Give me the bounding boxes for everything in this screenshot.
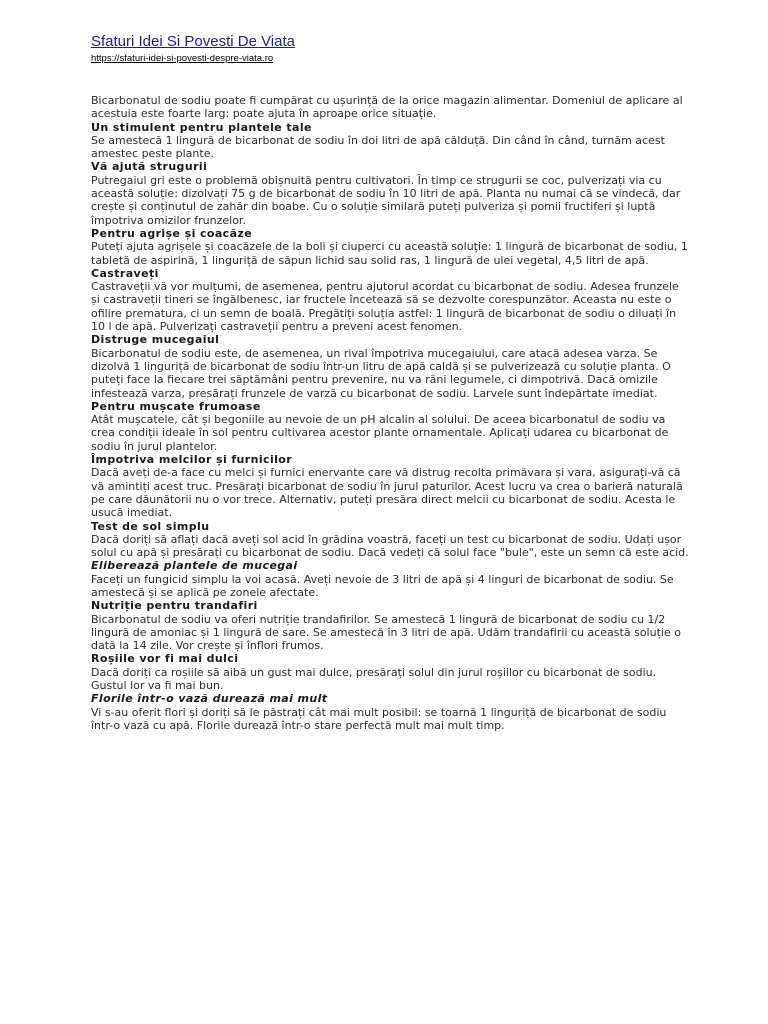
section-body: Faceți un fungicid simplu la voi acasă. Aveți nevoie de 3 litri de apă și 4 linguri de bicarbonat de sodiu. Se amestecă și se aplică pe zonele afectate. (91, 572, 674, 599)
section-body: Atât mușcatele, cât și begoniile au nevoie de un pH alcalin al solului. De aceea bicarbonatul de sodiu va crea condiții ideale în sol pentru cultivarea acestor plante ornamentale. Aplicați udarea cu bicarbonat de sodiu în jurul plantelor. (91, 413, 669, 453)
section-heading: Pentru agrișe și coacăze (91, 226, 253, 240)
section-body: Se amestecă 1 lingură de bicarbonat de sodiu în doi litri de apă călduță. Din când în când, turnăm acest amestec peste plante. (91, 133, 665, 161)
section-heading: Roșiile vor fi mai dulci (91, 652, 239, 666)
section-body: Castraveții vă vor mulțumi, de asemenea, pentru ajutorul acordat cu bicarbonat de sodiu. Adesea frunzele și castraveții tineri se îngălbenesc, iar fructele încetează să se dezvolte corespunzător. Aceasta nu este o ofilire prematura, ci un semn de boală. Pregătiți soluția astfel: 1 lingură de bicarbonat de sodiu o diluați în 10 l de apă. Pulverizați castraveții pentru a preveni acest fenomen. (91, 280, 679, 334)
section-heading: Împotriva melcilor și furnicilor (91, 453, 293, 467)
site-url-link[interactable]: https://sfaturi-idei-si-povesti-despre-viata.ro (91, 53, 274, 64)
section-heading: Eliberează plantele de mucegai (91, 559, 298, 573)
section-heading: Un stimulent pentru plantele tale (91, 120, 312, 134)
section-heading: Castraveți (91, 266, 159, 280)
site-title-link[interactable]: Sfaturi Idei Si Povesti De Viata (91, 33, 295, 50)
section-body: Bicarbonatul de sodiu este, de asemenea, un rival împotriva mucegaiului, care atacă adesea varza. Se dizolvă 1 linguriță de bicarbonat de sodiu într-un litru de apă caldă și se pulverizează cu soluție planta. O puteți face la fiecare trei săptămâni pentru prevenire, nu va răni legumele, ci dimpotrivă. Dacă omizile infestează varza, presărați frunzele de varză cu bicarbonat de sodiu. Larvele sunt îndepărtate imediat. (91, 346, 671, 400)
section-heading: Pentru mușcate frumoase (91, 399, 261, 413)
section-body: Dacă aveți de-a face cu melci și furnici enervante care vă distrug recolta primăvara și vara, asigurați-vă că vă amintiți acest truc. Presărați bicarbonat de sodiu în jurul paturilor. Acest lucru va crea o barieră naturală pe care dăunătorii nu o vor trece. Alternativ, puteți presăra direct melcii cu bicarbonat de sodiu. Acesta le usucă imediat. (91, 466, 683, 520)
article-intro: Bicarbonatul de sodiu poate fi cumpărat cu ușurință de la orice magazin alimentar. Domeniul de aplicare al acestuia este foarte larg: poate ajuta în aproape orice situație. (91, 94, 683, 121)
section-body: Putregaiul gri este o problemă obișnuită pentru cultivatori. În timp ce strugurii se coc, pulverizați via cu această soluție: dizolvați 75 g de bicarbonat de sodiu în 10 litri de apă. Planta nu numai că se vindecă, dar crește și conținutul de zahăr din boabe. Cu o soluție similară puteți pulveriza și pomii fructiferi și luptă împotriva omizilor frunzelor. (91, 173, 681, 227)
section-body: Dacă doriți să aflați dacă aveți sol acid în grădina voastră, faceți un test cu bicarbonat de sodiu. Udați ușor solul cu apă și presărați cu bicarbonat de sodiu. Dacă vedeți că solul face "bule", este un semn că este acid. (91, 532, 689, 560)
section-body: Bicarbonatul de sodiu va oferi nutriție trandafirilor. Se amestecă 1 lingură de bicarbonat de sodiu cu 1/2 lingură de amoniac și 1 lingură de sare. Se amestecă în 3 litri de apă. Udăm trandafirii cu această soluție o dată la 14 zile. Vor crește și înflori frumos. (91, 612, 681, 653)
section-heading: Vă ajută strugurii (91, 160, 208, 174)
section-body: Vi s-au oferit flori și doriți să le păstrați cât mai mult posibil: se toarnă 1 linguriță de bicarbonat de sodiu într-o vază cu apă. Florile durează într-o stare perfectă mult mai mult timp. (91, 705, 667, 732)
section-heading: Test de sol simplu (91, 519, 210, 533)
article-body (91, 94, 691, 732)
section-body: Dacă doriți ca roșiile să aibă un gust mai dulce, presărați solul din jurul roșiilor cu bicarbonat de sodiu. Gustul lor va fi mai bun. (91, 665, 657, 693)
section-heading: Florile într-o vază durează mai mult (91, 692, 328, 706)
section-heading: Nutriție pentru trandafiri (91, 599, 258, 613)
section-body: Puteți ajuta agrișele și coacăzele de la boli și ciuperci cu această soluție: 1 lingură de bicarbonat de sodiu, 1 tabletă de aspirină, 1 linguriță de săpun lichid sau solid ras, 1 lingură de ulei vegetal, 4,5 litri de apă. (91, 240, 688, 267)
section-heading: Distruge mucegaiul (91, 333, 220, 347)
